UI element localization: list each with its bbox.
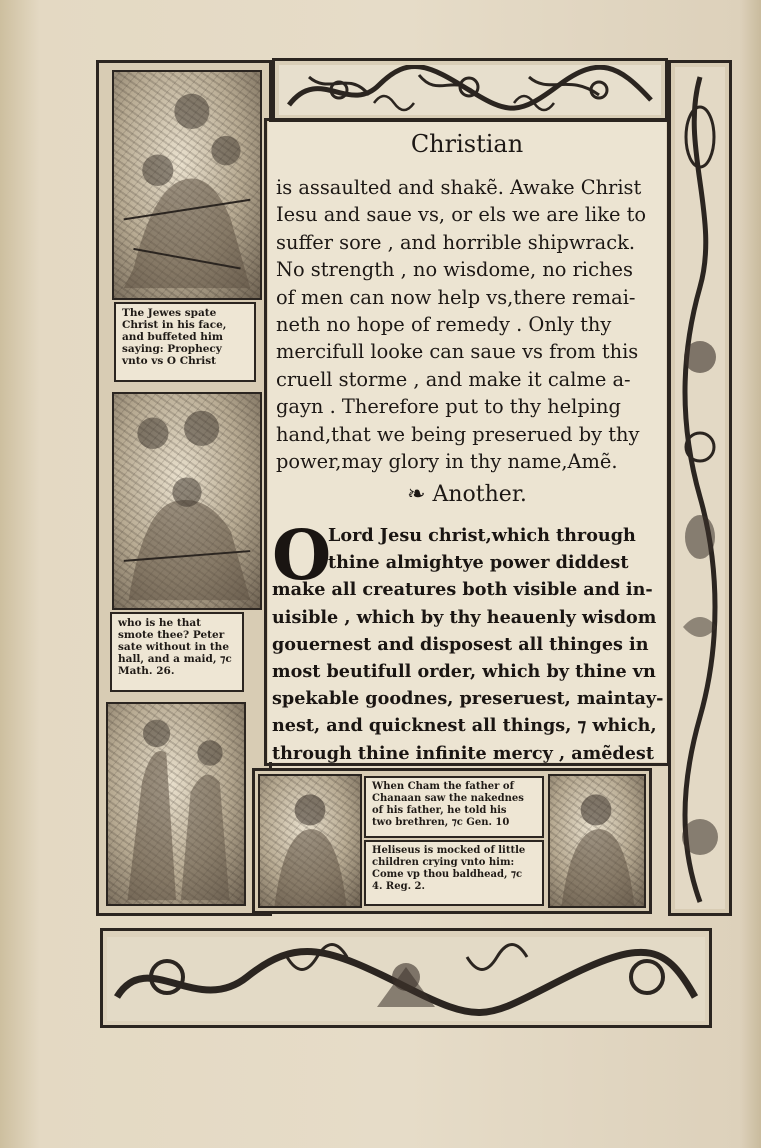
caption-christ-buffeted: The Jewes spate Christ in his face, and buffeted him saying: Prophecy vnto vs O Christ: [114, 302, 256, 382]
text-line: spekable goodnes, preseruest, maintay-: [272, 688, 664, 710]
text-block: [268, 122, 666, 762]
text-line: most beutifull order, which by thine vn: [272, 661, 656, 683]
vine-ornament: [675, 67, 725, 909]
caption-heliseus: Heliseus is mocked of little children crying vnto him: Come vp thou baldhead, ⁊c 4. Reg. 2.: [364, 840, 544, 906]
text-line: No strength , no wisdome, no riches: [276, 258, 633, 282]
text-line: suffer sore , and horrible shipwrack.: [276, 230, 636, 254]
text-line: mercifull looke can saue vs from this: [276, 340, 639, 364]
top-ornament-panel: [272, 58, 668, 122]
woodcut-christ-smitten: [112, 392, 262, 610]
text-line: cruell storme , and make it calme a-: [276, 367, 631, 391]
text-line: is assaulted and shakẽ. Awake Christ: [276, 176, 642, 199]
text-line: power,may glory in thy name,Amẽ.: [276, 450, 618, 474]
text-line: uisible , which by thy heauenly wisdom: [272, 606, 657, 628]
text-line: Iesu and saue vs, or els we are like to: [276, 203, 647, 227]
woodcut-christ-buffeted: [112, 70, 262, 300]
text-line: of men can now help vs,there remai-: [276, 285, 636, 309]
top-scroll-ornament: [279, 65, 661, 115]
caption-cham: When Cham the father of Chanaan saw the nakednes of his father, he told his two brethren, ⁊c Gen. 10: [364, 776, 544, 838]
caption-peter-denial: who is he that smote thee? Peter sate without in the hall, and a maid, ⁊c Math. 26.: [110, 612, 244, 692]
drop-cap-initial: O: [272, 516, 332, 596]
woodcut-cham: [258, 774, 362, 908]
text-line: through thine infinite mercy , amẽdest: [272, 742, 654, 764]
woodcut-heliseus: [548, 774, 646, 908]
text-line: neth no hope of remedy . Only thy: [276, 313, 612, 337]
text-line: gayn . Therefore put to thy helping: [276, 395, 621, 419]
text-line: thine almightye power diddest: [328, 552, 629, 574]
text-line: gouernest and disposest all thinges in: [272, 633, 649, 655]
bottom-ornament-panel: [100, 928, 712, 1028]
page-heading: Christian: [410, 130, 524, 158]
section-heading-another: ❧ Another.: [407, 482, 527, 507]
text-line: hand,that we being preserued by thy: [276, 422, 640, 446]
woodcut-figures-standing: [106, 702, 246, 906]
bottom-scroll-ornament: [107, 937, 705, 1021]
prayer-blackletter-text: [268, 516, 666, 767]
text-line: Lord Jesu christ,which through: [328, 525, 636, 546]
prayer-roman-text: [276, 174, 666, 475]
right-ornament-column: [668, 60, 732, 916]
text-line: nest, and quicknest all things, ⁊ which,: [272, 715, 657, 737]
text-line: make all creatures both visible and in-: [272, 579, 653, 601]
